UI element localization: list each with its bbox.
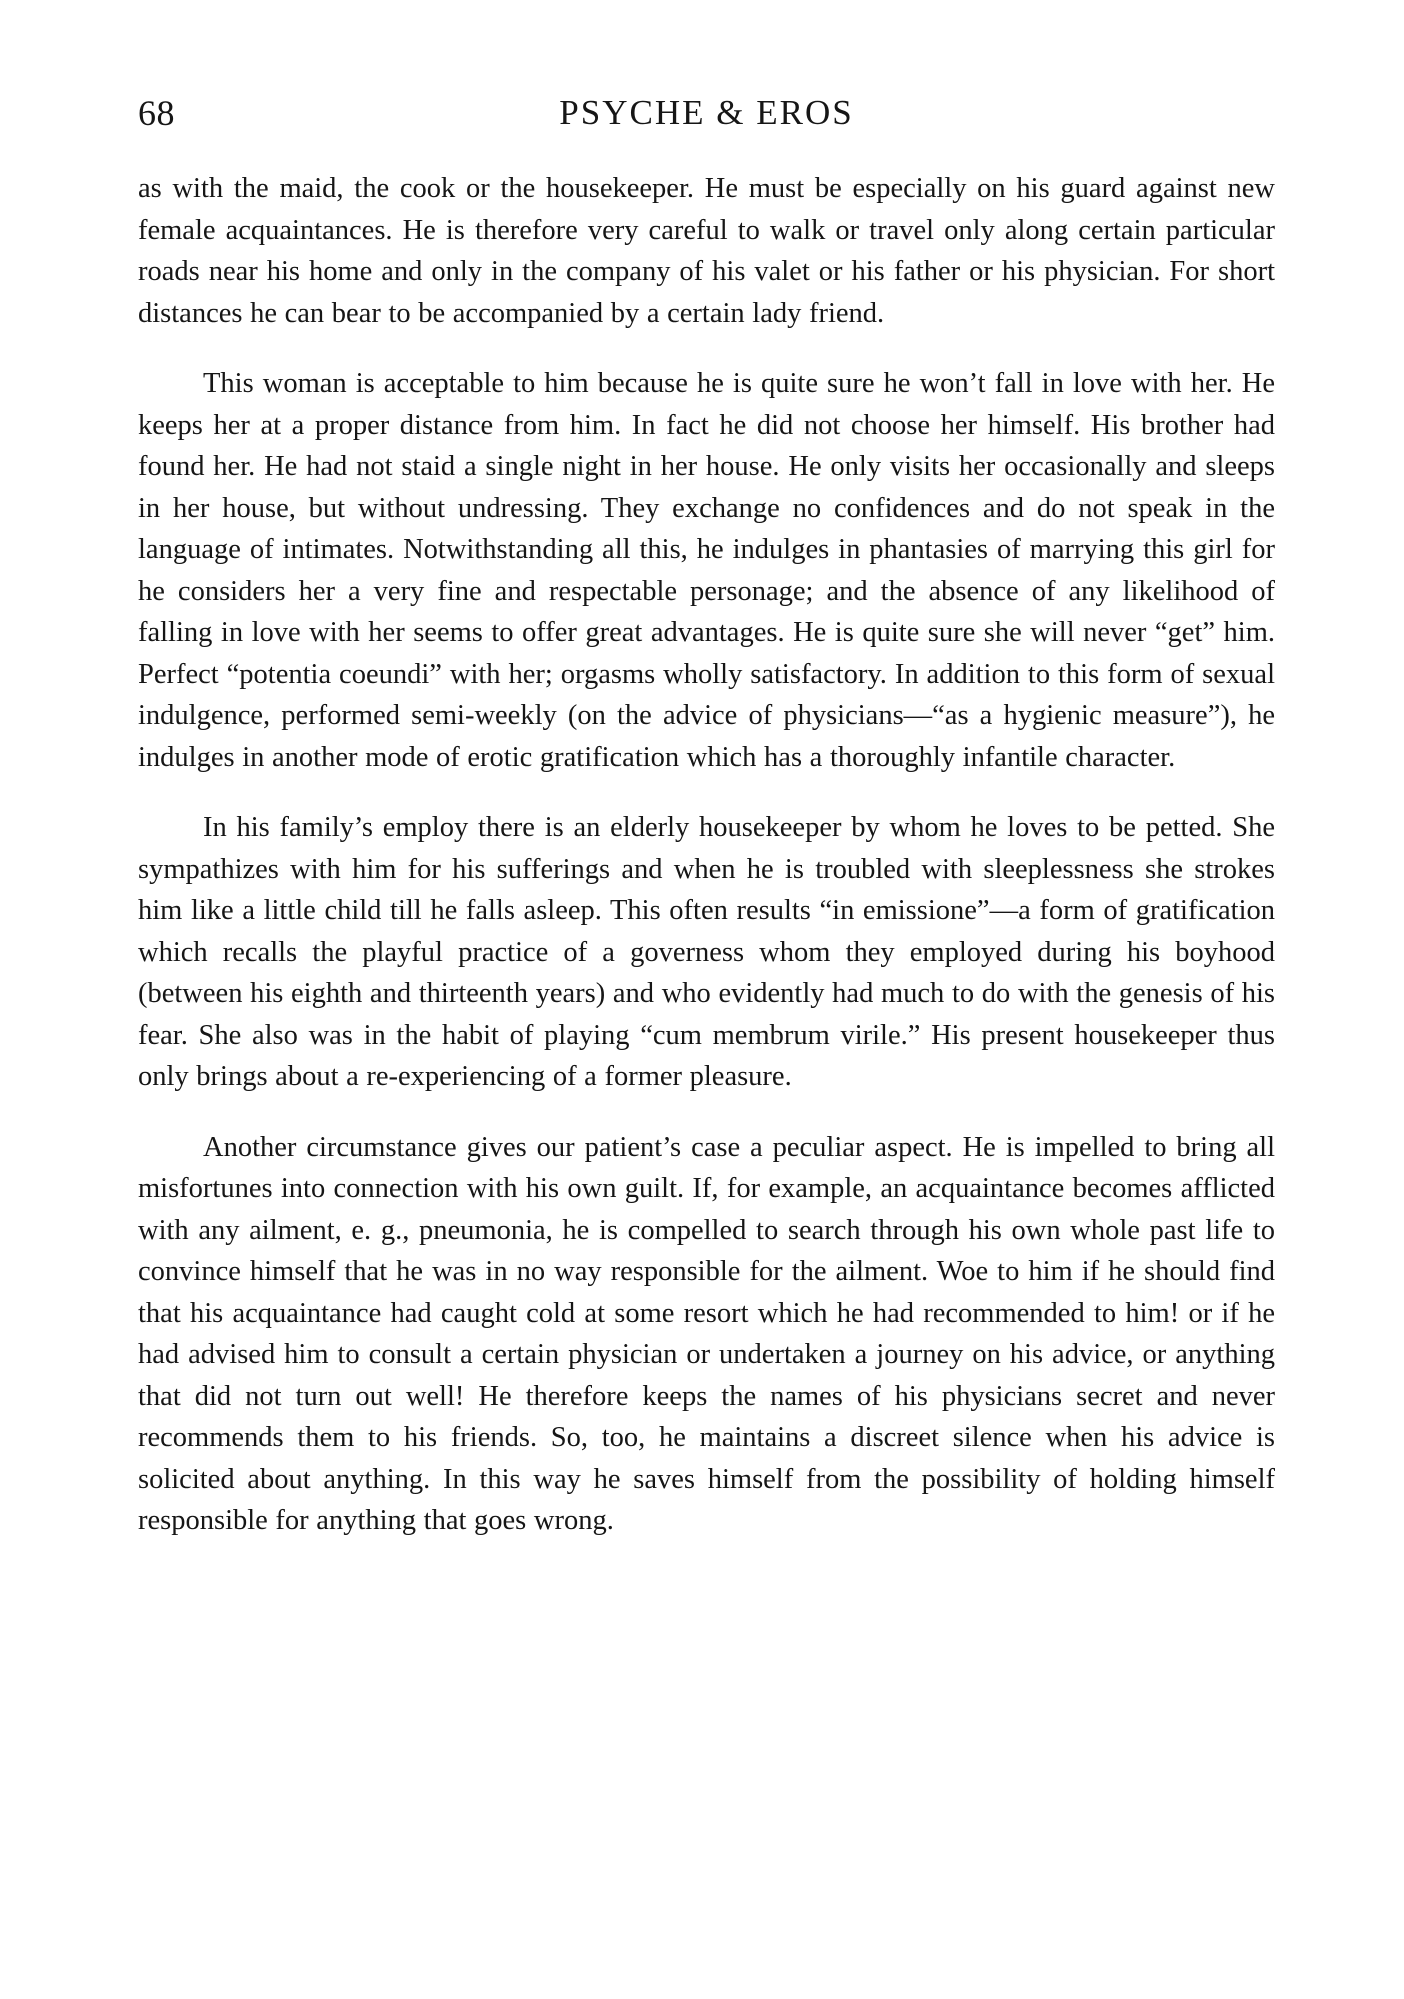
running-title: PSYCHE & EROS: [559, 93, 854, 132]
body-text: [138, 168, 1275, 1542]
paragraph: In his family’s employ there is an elderly housekeeper by whom he loves to be petted. She sympathizes with him for his sufferings and when he is troubled with sleeplessness she strokes him like a little child till he falls asleep. This often results “in emissione”—a form of gratification which recalls the playful practice of a governess whom they employed during his boyhood (between his eighth and thirteenth years) and who evidently had much to do with the genesis of his fear. She also was in the habit of playing “cum membrum virile.” His present housekeeper thus only brings about a re-experiencing of a former pleasure.: [138, 812, 1275, 1092]
page-header: [138, 88, 1275, 138]
paragraph-continued: as with the maid, the cook or the housekeeper. He must be especially on his guard against new female acquaintances. He is therefore very careful to walk or travel only along certain particular roads near his home and only in the company of his valet or his father or his physician. For short distances he can bear to be accompanied by a certain lady friend.: [138, 173, 1275, 329]
paragraph: Another circumstance gives our patient’s case a peculiar aspect. He is impelled to bring all misfortunes into connection with his own guilt. If, for example, an acquaintance becomes afflicted with any ailment, e. g., pneumonia, he is compelled to search through his own whole past life to convince himself that he was in no way responsible for the ailment. Woe to him if he should find that his acquaintance had caught cold at some resort which he had recommended to him! or if he had advised him to consult a certain physician or undertaken a journey on his advice, or anything that did not turn out well! He therefore keeps the names of his physicians secret and never recommends them to his friends. So, too, he maintains a discreet silence when his advice is solicited about anything. In this way he saves himself from the possibility of holding himself responsible for anything that goes wrong.: [138, 1131, 1275, 1536]
page-number: 68: [138, 93, 175, 133]
paragraph: This woman is acceptable to him because he is quite sure he won’t fall in love with her. He keeps her at a proper distance from him. In fact he did not choose her himself. His brother had found her. He had not staid a single night in her house. He only visits her occasionally and sleeps in her house, but without undressing. They exchange no confidences and do not speak in the language of intimates. Notwithstanding all this, he indulges in phantasies of marrying this girl for he considers her a very fine and respectable personage; and the absence of any likelihood of falling in love with her seems to offer great advantages. He is quite sure she will never “get” him. Perfect “potentia coeundi” with her; orgasms wholly satisfactory. In addition to this form of sexual indulgence, performed semi-weekly (on the advice of physicians—“as a hygienic measure”), he indulges in another mode of erotic gratification which has a thoroughly infantile character.: [138, 368, 1275, 773]
